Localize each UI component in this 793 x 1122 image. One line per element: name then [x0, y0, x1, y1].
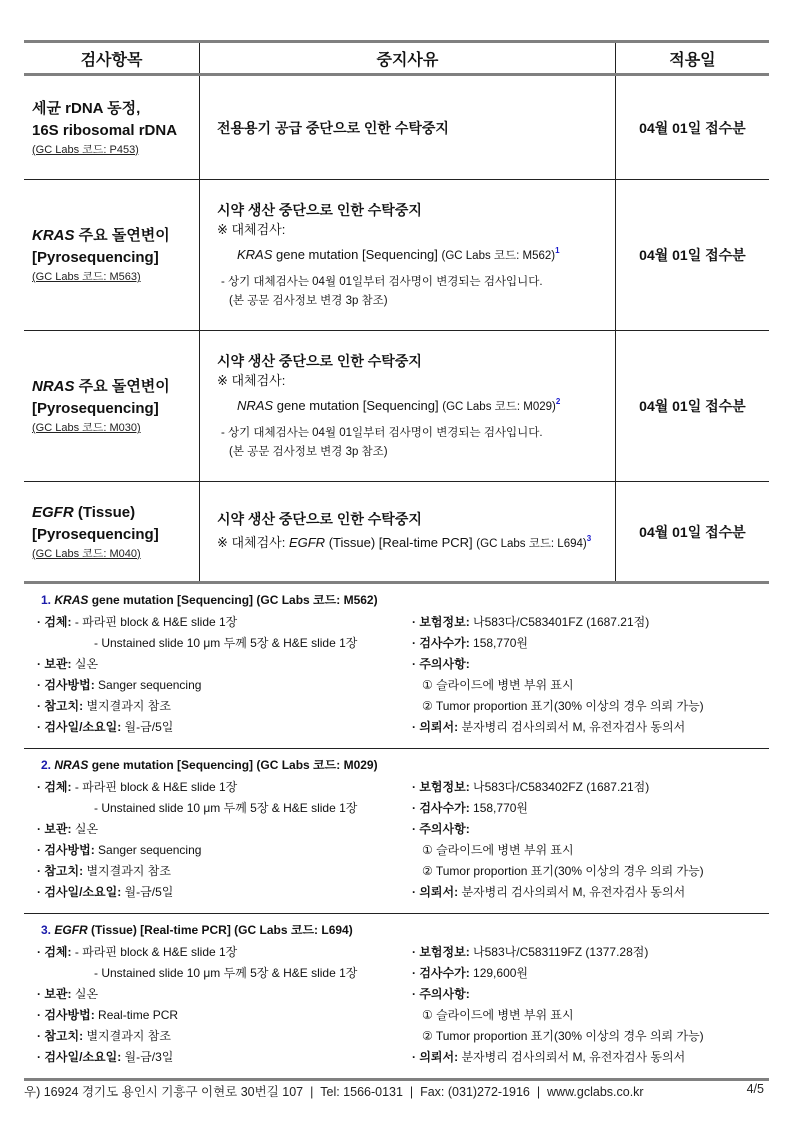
caution-item: ② Tumor proportion 표기(30% 이상의 경우 의뢰 가능) [422, 699, 704, 713]
suspension-reason: 시약 생산 중단으로 인한 수탁중지 [216, 201, 422, 218]
section-number: 1. [41, 593, 52, 607]
specimen-alt: - Unstained slide 10 μm 두께 5장 & H&E slide 1장 [94, 801, 358, 815]
value: 실온 [71, 822, 99, 836]
value: 분자병리 검사의뢰서 M, 유전자검사 동의서 [458, 1050, 686, 1064]
suspension-reason: 시약 생산 중단으로 인한 수탁중지 [216, 352, 422, 369]
page-footer [24, 1082, 764, 1100]
gene-name: KRAS [54, 593, 89, 607]
label: · 검사방법: [37, 678, 95, 692]
page-number: 4/5 [746, 1082, 764, 1096]
reference [37, 1026, 412, 1047]
date-cell: 04월 01일 접수분 [615, 482, 769, 583]
alt-gene: NRAS [236, 397, 274, 413]
test-code: (GC Labs 코드: M030) [32, 422, 141, 434]
request-form [412, 1047, 769, 1068]
note-line: - 상기 대체검사는 04월 01일부터 검사명이 변경되는 검사입니다. [220, 426, 543, 439]
alt-gene: KRAS [236, 246, 273, 262]
test-code: (GC Labs 코드: M040) [32, 547, 141, 560]
section-title-rest: (Tissue) [Real-time PCR] (GC Labs 코드: L694) [87, 923, 353, 937]
insurance [412, 777, 769, 798]
label: · 참고치: [37, 864, 84, 878]
label: · 참고치: [37, 1029, 84, 1043]
test-name-rest: 주요 돌연변이 [74, 227, 170, 244]
alternative-test [217, 529, 615, 554]
label: · 검체: [37, 780, 72, 794]
label: · 검사일/소요일: [37, 885, 122, 899]
specimen [37, 942, 412, 963]
caution-item: ① 슬라이드에 병변 부위 표시 [422, 678, 574, 692]
value: Sanger sequencing [94, 843, 202, 857]
detail-left-column [24, 777, 412, 903]
value: 월-금/5일 [121, 885, 174, 899]
date-cell: 04월 01일 접수분 [615, 331, 769, 482]
test-name [32, 225, 199, 269]
value: 별지결과지 참조 [83, 1029, 171, 1043]
schedule [37, 882, 412, 903]
label: · 검사일/소요일: [37, 1050, 122, 1064]
label: · 검체: [37, 615, 72, 629]
insurance [412, 942, 769, 963]
alt-test-code: (GC Labs 코드: L694) [476, 538, 587, 550]
reason-cell [199, 180, 615, 331]
value: Sanger sequencing [94, 678, 202, 692]
alt-gene: EGFR [288, 535, 326, 550]
label: · 의뢰서: [412, 1050, 459, 1064]
label: · 검사방법: [37, 843, 95, 857]
label: · 검사방법: [37, 1008, 95, 1022]
storage [37, 654, 412, 675]
specimen-alt: - Unstained slide 10 μm 두께 5장 & H&E slide 1장 [94, 966, 358, 980]
test-name-line: 16S ribosomal rDNA [32, 121, 178, 139]
caution [412, 984, 769, 1005]
test-name-line: 세균 rDNA 동정, [32, 99, 141, 117]
specimen-alt: - Unstained slide 10 μm 두께 5장 & H&E slide 1장 [94, 636, 358, 650]
caution [412, 654, 769, 675]
test-name-rest: (Tissue) [73, 503, 136, 521]
alternative-note [217, 424, 615, 462]
gene-name: NRAS [32, 378, 75, 395]
table-row [24, 482, 769, 583]
detail-section-3 [24, 914, 769, 1081]
note-line: (본 공문 검사정보 변경 3p 참조) [228, 445, 388, 458]
footnote-marker: 2 [555, 396, 561, 406]
section-title-rest: gene mutation [Sequencing] (GC Labs 코드: M562) [88, 593, 378, 607]
storage [37, 984, 412, 1005]
label: · 검사수가: [412, 801, 470, 815]
label: · 보험정보: [412, 615, 470, 629]
value: 월-금/5일 [121, 720, 174, 734]
table-row [24, 75, 769, 180]
section-number: 2. [41, 758, 52, 772]
storage [37, 819, 412, 840]
method [37, 675, 412, 696]
label: · 검사수가: [412, 636, 470, 650]
alt-test-code: (GC Labs 코드: M562) [441, 249, 556, 262]
label: · 보관: [37, 987, 72, 1001]
section-title [24, 588, 769, 612]
test-name-line [32, 502, 199, 524]
value: Real-time PCR [94, 1008, 179, 1022]
schedule [37, 1047, 412, 1068]
header-reason: 중지사유 [199, 42, 615, 75]
label: · 참고치: [37, 699, 84, 713]
alternative-note [217, 273, 615, 311]
detail-right-column [412, 942, 769, 1068]
value: 나583나/C583119FZ (1377.28점) [469, 945, 649, 959]
alternative-test [217, 240, 615, 267]
gene-name: NRAS [54, 758, 89, 772]
method [37, 840, 412, 861]
caution-item: ② Tumor proportion 표기(30% 이상의 경우 의뢰 가능) [422, 1029, 704, 1043]
test-name [32, 376, 199, 420]
alt-test-name: gene mutation [Sequencing] [272, 246, 442, 262]
test-item-cell [24, 331, 199, 482]
section-title [24, 753, 769, 777]
date-cell: 04월 01일 접수분 [615, 180, 769, 331]
detail-section-1 [24, 584, 769, 749]
detail-right-column [412, 612, 769, 738]
footnote-marker: 1 [555, 245, 560, 255]
test-name-line: [Pyrosequencing] [32, 525, 159, 543]
table-row [24, 331, 769, 482]
specimen [37, 612, 412, 633]
value: - 파라핀 block & H&E slide 1장 [71, 780, 238, 794]
label: · 검사수가: [412, 966, 470, 980]
footnote-marker: 3 [586, 534, 592, 543]
value: 나583다/C583402FZ (1687.21점) [469, 780, 650, 794]
gene-name: EGFR [54, 923, 88, 937]
schedule [37, 717, 412, 738]
document-page [24, 40, 769, 1081]
caution-item: ① 슬라이드에 병변 부위 표시 [422, 1008, 574, 1022]
caution-item: ① 슬라이드에 병변 부위 표시 [422, 843, 574, 857]
reason-cell [199, 75, 615, 180]
detail-left-column [24, 942, 412, 1068]
alternative-label: ※ 대체검사: [216, 372, 286, 388]
label: · 보험정보: [412, 780, 470, 794]
header-test-item: 검사항목 [24, 42, 199, 75]
section-title-rest: gene mutation [Sequencing] (GC Labs 코드: M029) [88, 758, 378, 772]
test-name-line [32, 376, 199, 398]
fee [412, 798, 769, 819]
label: · 주의사항: [412, 822, 470, 836]
date-cell: 04월 01일 접수분 [615, 75, 769, 180]
label: · 주의사항: [412, 657, 470, 671]
alternative-test [217, 391, 615, 418]
label: · 검체: [37, 945, 72, 959]
detail-right-column [412, 777, 769, 903]
label: · 주의사항: [412, 987, 470, 1001]
table-row [24, 180, 769, 331]
detail-left-column [24, 612, 412, 738]
insurance [412, 612, 769, 633]
suspension-table [24, 40, 769, 584]
gene-name: KRAS [32, 227, 75, 244]
caution-item: ② Tumor proportion 표기(30% 이상의 경우 의뢰 가능) [422, 864, 704, 878]
value: 실온 [71, 987, 99, 1001]
test-name-rest: 주요 돌연변이 [74, 378, 170, 395]
reason-cell [199, 482, 615, 583]
test-name [32, 502, 199, 546]
label: · 보관: [37, 822, 72, 836]
value: 129,600원 [469, 966, 529, 980]
label: · 보관: [37, 657, 72, 671]
note-line: - 상기 대체검사는 04월 01일부터 검사명이 변경되는 검사입니다. [220, 275, 543, 288]
request-form [412, 882, 769, 903]
test-code: (GC Labs 코드: M563) [32, 271, 141, 283]
test-item-cell [24, 482, 199, 583]
value: 분자병리 검사의뢰서 M, 유전자검사 동의서 [458, 720, 686, 734]
specimen [37, 777, 412, 798]
test-name-line [32, 225, 199, 247]
method [37, 1005, 412, 1026]
header-date: 적용일 [615, 42, 769, 75]
fee [412, 633, 769, 654]
value: - 파라핀 block & H&E slide 1장 [71, 945, 238, 959]
test-name-line: [Pyrosequencing] [32, 249, 159, 266]
value: 별지결과지 참조 [83, 699, 171, 713]
label: · 의뢰서: [412, 720, 459, 734]
alternative-label: ※ 대체검사: [216, 221, 286, 237]
detail-section-2 [24, 749, 769, 914]
alt-test-name: (Tissue) [Real-time PCR] [325, 535, 477, 550]
caution [412, 819, 769, 840]
test-item-cell [24, 75, 199, 180]
label: · 보험정보: [412, 945, 470, 959]
request-form [412, 717, 769, 738]
note-line: (본 공문 검사정보 변경 3p 참조) [228, 294, 388, 307]
value: - 파라핀 block & H&E slide 1장 [71, 615, 238, 629]
alternative-label: ※ 대체검사: [216, 535, 289, 550]
reason-cell [199, 331, 615, 482]
alt-test-name: gene mutation [Sequencing] [273, 397, 443, 413]
value: 분자병리 검사의뢰서 M, 유전자검사 동의서 [458, 885, 686, 899]
section-title [24, 918, 769, 942]
footer-address: 우) 16924 경기도 용인시 기흥구 이현로 30번길 107 | Tel: 1566-0131 | Fax: (031)272-1916 | www.gclabs.co.kr [24, 1085, 644, 1099]
gene-name: EGFR [32, 503, 74, 521]
alt-test-code: (GC Labs 코드: M029) [442, 400, 556, 413]
value: 실온 [71, 657, 99, 671]
suspension-reason: 전용용기 공급 중단으로 인한 수탁중지 [216, 119, 449, 136]
value: 158,770원 [469, 801, 529, 815]
test-item-cell [24, 180, 199, 331]
test-code: (GC Labs 코드: P453) [32, 143, 139, 156]
value: 별지결과지 참조 [83, 864, 171, 878]
table-header-row [24, 42, 769, 75]
label: · 검사일/소요일: [37, 720, 122, 734]
test-name-line: [Pyrosequencing] [32, 400, 159, 417]
suspension-reason: 시약 생산 중단으로 인한 수탁중지 [216, 511, 422, 527]
fee [412, 963, 769, 984]
section-number: 3. [41, 923, 52, 937]
label: · 의뢰서: [412, 885, 459, 899]
value: 월-금/3일 [121, 1050, 174, 1064]
test-name [32, 98, 199, 142]
value: 나583다/C583401FZ (1687.21점) [469, 615, 650, 629]
reference [37, 861, 412, 882]
value: 158,770원 [469, 636, 529, 650]
reference [37, 696, 412, 717]
